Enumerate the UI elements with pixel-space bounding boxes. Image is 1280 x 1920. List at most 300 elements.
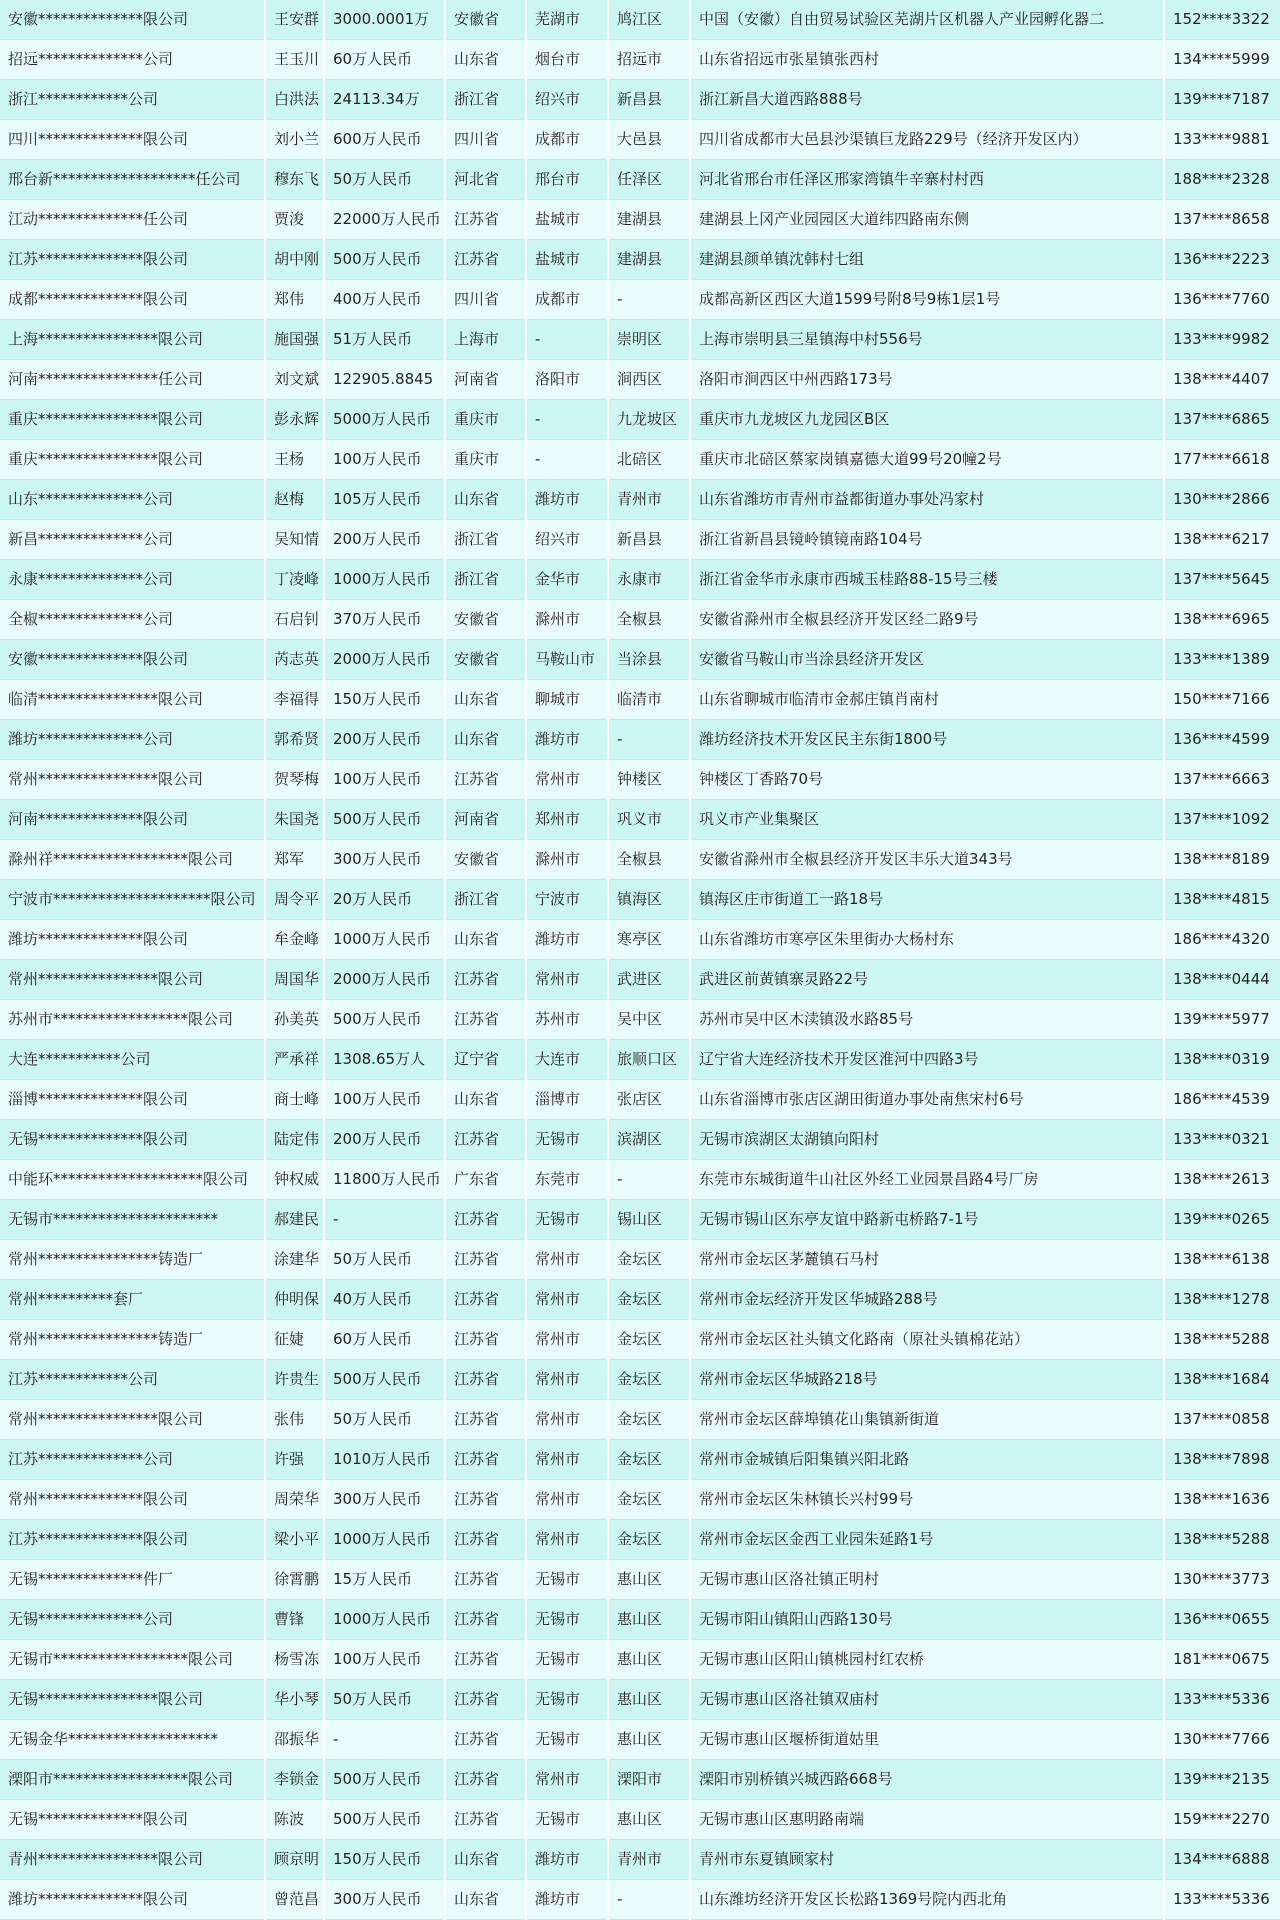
table-row (0, 1640, 1280, 1680)
address-cell: 成都高新区西区大道1599号附8号9栋1层1号 (690, 280, 1164, 320)
company-name-cell: 江苏**************限公司 (0, 1520, 265, 1560)
province-cell: 广东省 (445, 1160, 526, 1200)
city-cell: 淄博市 (526, 1080, 608, 1120)
company-name-cell: 永康**************公司 (0, 560, 265, 600)
city-cell: 常州市 (526, 1480, 608, 1520)
capital-cell: 50万人民币 (324, 1240, 445, 1280)
legal-rep-cell: 郝建民 (265, 1200, 324, 1240)
phone-cell: 133****5336 (1164, 1880, 1280, 1920)
company-name-cell: 中能环********************限公司 (0, 1160, 265, 1200)
capital-cell: - (324, 1200, 445, 1240)
phone-cell: 134****5999 (1164, 40, 1280, 80)
table-row (0, 1760, 1280, 1800)
phone-cell: 136****4599 (1164, 720, 1280, 760)
company-name-cell: 新昌**************公司 (0, 520, 265, 560)
address-cell: 浙江新昌大道西路888号 (690, 80, 1164, 120)
phone-cell: 138****5288 (1164, 1520, 1280, 1560)
province-cell: 上海市 (445, 320, 526, 360)
address-cell: 山东省潍坊市青州市益都街道办事处冯家村 (690, 480, 1164, 520)
province-cell: 江苏省 (445, 1720, 526, 1760)
city-cell: 滁州市 (526, 840, 608, 880)
address-cell: 无锡市惠山区阳山镇桃园村红农桥 (690, 1640, 1164, 1680)
capital-cell: 22000万人民币 (324, 200, 445, 240)
province-cell: 江苏省 (445, 960, 526, 1000)
legal-rep-cell: 涂建华 (265, 1240, 324, 1280)
district-cell: 金坛区 (608, 1240, 690, 1280)
company-name-cell: 无锡**************限公司 (0, 1800, 265, 1840)
phone-cell: 152****3322 (1164, 0, 1280, 40)
table-row (0, 720, 1280, 760)
address-cell: 山东省聊城市临清市金郝庄镇肖南村 (690, 680, 1164, 720)
legal-rep-cell: 陆定伟 (265, 1120, 324, 1160)
city-cell: 无锡市 (526, 1600, 608, 1640)
province-cell: 重庆市 (445, 440, 526, 480)
province-cell: 河南省 (445, 800, 526, 840)
capital-cell: 50万人民币 (324, 1400, 445, 1440)
company-name-cell: 江动**************任公司 (0, 200, 265, 240)
city-cell: 常州市 (526, 1520, 608, 1560)
company-name-cell: 无锡**************件厂 (0, 1560, 265, 1600)
district-cell: 惠山区 (608, 1800, 690, 1840)
city-cell: 郑州市 (526, 800, 608, 840)
address-cell: 常州市金坛区朱林镇长兴村99号 (690, 1480, 1164, 1520)
address-cell: 山东省招远市张星镇张西村 (690, 40, 1164, 80)
address-cell: 常州市金坛区社头镇文化路南（原社头镇棉花站） (690, 1320, 1164, 1360)
company-name-cell: 临清****************限公司 (0, 680, 265, 720)
district-cell: 九龙坡区 (608, 400, 690, 440)
district-cell: 建湖县 (608, 200, 690, 240)
table-row (0, 1080, 1280, 1120)
district-cell: 吴中区 (608, 1000, 690, 1040)
phone-cell: 181****0675 (1164, 1640, 1280, 1680)
district-cell: 金坛区 (608, 1440, 690, 1480)
table-row (0, 1240, 1280, 1280)
table-row (0, 560, 1280, 600)
legal-rep-cell: 顾京明 (265, 1840, 324, 1880)
province-cell: 江苏省 (445, 1240, 526, 1280)
capital-cell: 500万人民币 (324, 1800, 445, 1840)
address-cell: 浙江省新昌县镜岭镇镜南路104号 (690, 520, 1164, 560)
province-cell: 山东省 (445, 720, 526, 760)
district-cell: 金坛区 (608, 1280, 690, 1320)
address-cell: 常州市金城镇后阳集镇兴阳北路 (690, 1440, 1164, 1480)
legal-rep-cell: 刘小兰 (265, 120, 324, 160)
table-row (0, 1120, 1280, 1160)
phone-cell: 130****3773 (1164, 1560, 1280, 1600)
phone-cell: 136****0655 (1164, 1600, 1280, 1640)
province-cell: 浙江省 (445, 880, 526, 920)
district-cell: 惠山区 (608, 1600, 690, 1640)
address-cell: 潍坊经济技术开发区民主东街1800号 (690, 720, 1164, 760)
phone-cell: 139****7187 (1164, 80, 1280, 120)
address-cell: 青州市东夏镇顾家村 (690, 1840, 1164, 1880)
company-name-cell: 常州**************限公司 (0, 1480, 265, 1520)
province-cell: 四川省 (445, 280, 526, 320)
company-name-cell: 河南**************限公司 (0, 800, 265, 840)
phone-cell: 138****0444 (1164, 960, 1280, 1000)
capital-cell: 100万人民币 (324, 760, 445, 800)
table-row (0, 440, 1280, 480)
address-cell: 常州市金坛区薛埠镇花山集镇新街道 (690, 1400, 1164, 1440)
city-cell: 绍兴市 (526, 520, 608, 560)
phone-cell: 138****8189 (1164, 840, 1280, 880)
province-cell: 浙江省 (445, 80, 526, 120)
capital-cell: 1308.65万人 (324, 1040, 445, 1080)
company-name-cell: 上海****************限公司 (0, 320, 265, 360)
capital-cell: 60万人民币 (324, 40, 445, 80)
company-name-cell: 大连***********公司 (0, 1040, 265, 1080)
address-cell: 无锡市惠山区惠明路南端 (690, 1800, 1164, 1840)
district-cell: 镇海区 (608, 880, 690, 920)
phone-cell: 138****4407 (1164, 360, 1280, 400)
district-cell: 当涂县 (608, 640, 690, 680)
company-name-cell: 常州****************铸造厂 (0, 1240, 265, 1280)
capital-cell: 15万人民币 (324, 1560, 445, 1600)
table-row (0, 1480, 1280, 1520)
province-cell: 江苏省 (445, 1760, 526, 1800)
capital-cell: 300万人民币 (324, 1880, 445, 1920)
address-cell: 巩义市产业集聚区 (690, 800, 1164, 840)
address-cell: 无锡市滨湖区太湖镇向阳村 (690, 1120, 1164, 1160)
legal-rep-cell: 孙美英 (265, 1000, 324, 1040)
address-cell: 武进区前黄镇寨灵路22号 (690, 960, 1164, 1000)
address-cell: 安徽省滁州市全椒县经济开发区丰乐大道343号 (690, 840, 1164, 880)
district-cell: 惠山区 (608, 1560, 690, 1600)
province-cell: 江苏省 (445, 240, 526, 280)
province-cell: 安徽省 (445, 640, 526, 680)
district-cell: - (608, 1880, 690, 1920)
province-cell: 江苏省 (445, 1360, 526, 1400)
city-cell: 常州市 (526, 1320, 608, 1360)
company-name-cell: 山东**************公司 (0, 480, 265, 520)
address-cell: 无锡市惠山区洛社镇双庙村 (690, 1680, 1164, 1720)
company-name-cell: 四川**************限公司 (0, 120, 265, 160)
city-cell: 潍坊市 (526, 720, 608, 760)
capital-cell: - (324, 1720, 445, 1760)
legal-rep-cell: 白洪法 (265, 80, 324, 120)
province-cell: 江苏省 (445, 1120, 526, 1160)
address-cell: 上海市崇明县三星镇海中村556号 (690, 320, 1164, 360)
table-row (0, 840, 1280, 880)
table-row (0, 40, 1280, 80)
capital-cell: 500万人民币 (324, 1000, 445, 1040)
capital-cell: 1000万人民币 (324, 920, 445, 960)
phone-cell: 138****5288 (1164, 1320, 1280, 1360)
province-cell: 江苏省 (445, 1640, 526, 1680)
company-name-cell: 重庆****************限公司 (0, 440, 265, 480)
address-cell: 建湖县上冈产业园园区大道纬四路南东侧 (690, 200, 1164, 240)
phone-cell: 150****7166 (1164, 680, 1280, 720)
district-cell: 青州市 (608, 1840, 690, 1880)
table-row (0, 1200, 1280, 1240)
district-cell: 青州市 (608, 480, 690, 520)
province-cell: 山东省 (445, 680, 526, 720)
legal-rep-cell: 李福得 (265, 680, 324, 720)
legal-rep-cell: 徐霄鹏 (265, 1560, 324, 1600)
city-cell: 绍兴市 (526, 80, 608, 120)
city-cell: 成都市 (526, 120, 608, 160)
province-cell: 河北省 (445, 160, 526, 200)
table-row (0, 920, 1280, 960)
phone-cell: 139****2135 (1164, 1760, 1280, 1800)
legal-rep-cell: 穆东飞 (265, 160, 324, 200)
company-name-cell: 溧阳市******************限公司 (0, 1760, 265, 1800)
capital-cell: 2000万人民币 (324, 960, 445, 1000)
city-cell: 无锡市 (526, 1680, 608, 1720)
phone-cell: 138****1684 (1164, 1360, 1280, 1400)
company-name-cell: 潍坊**************限公司 (0, 920, 265, 960)
address-cell: 镇海区庄市街道工一路18号 (690, 880, 1164, 920)
province-cell: 浙江省 (445, 520, 526, 560)
province-cell: 山东省 (445, 480, 526, 520)
city-cell: 潍坊市 (526, 1840, 608, 1880)
capital-cell: 60万人民币 (324, 1320, 445, 1360)
legal-rep-cell: 贺琴梅 (265, 760, 324, 800)
company-name-cell: 邢台新*******************任公司 (0, 160, 265, 200)
district-cell: 金坛区 (608, 1400, 690, 1440)
legal-rep-cell: 邵振华 (265, 1720, 324, 1760)
company-name-cell: 常州****************限公司 (0, 1400, 265, 1440)
phone-cell: 137****6663 (1164, 760, 1280, 800)
district-cell: - (608, 280, 690, 320)
company-name-cell: 无锡市******************限公司 (0, 1640, 265, 1680)
city-cell: 洛阳市 (526, 360, 608, 400)
district-cell: 金坛区 (608, 1520, 690, 1560)
legal-rep-cell: 张伟 (265, 1400, 324, 1440)
legal-rep-cell: 周令平 (265, 880, 324, 920)
district-cell: 永康市 (608, 560, 690, 600)
address-cell: 常州市金坛区金西工业园朱延路1号 (690, 1520, 1164, 1560)
district-cell: 巩义市 (608, 800, 690, 840)
province-cell: 山东省 (445, 1840, 526, 1880)
legal-rep-cell: 曹锋 (265, 1600, 324, 1640)
phone-cell: 138****7898 (1164, 1440, 1280, 1480)
legal-rep-cell: 施国强 (265, 320, 324, 360)
province-cell: 江苏省 (445, 1560, 526, 1600)
city-cell: 无锡市 (526, 1640, 608, 1680)
table-row (0, 1000, 1280, 1040)
legal-rep-cell: 杨雪冻 (265, 1640, 324, 1680)
table-row (0, 800, 1280, 840)
phone-cell: 138****4815 (1164, 880, 1280, 920)
phone-cell: 138****1278 (1164, 1280, 1280, 1320)
table-row (0, 960, 1280, 1000)
legal-rep-cell: 牟金峰 (265, 920, 324, 960)
phone-cell: 133****9881 (1164, 120, 1280, 160)
phone-cell: 137****8658 (1164, 200, 1280, 240)
province-cell: 江苏省 (445, 1320, 526, 1360)
legal-rep-cell: 朱国尧 (265, 800, 324, 840)
district-cell: 惠山区 (608, 1640, 690, 1680)
city-cell: 滁州市 (526, 600, 608, 640)
company-name-cell: 苏州市******************限公司 (0, 1000, 265, 1040)
district-cell: 金坛区 (608, 1360, 690, 1400)
company-name-cell: 潍坊**************公司 (0, 720, 265, 760)
province-cell: 江苏省 (445, 1000, 526, 1040)
table-row (0, 1680, 1280, 1720)
phone-cell: 138****6217 (1164, 520, 1280, 560)
address-cell: 常州市金坛经济开发区华城路288号 (690, 1280, 1164, 1320)
legal-rep-cell: 周荣华 (265, 1480, 324, 1520)
phone-cell: 137****5645 (1164, 560, 1280, 600)
address-cell: 辽宁省大连经济技术开发区淮河中四路3号 (690, 1040, 1164, 1080)
province-cell: 江苏省 (445, 1440, 526, 1480)
legal-rep-cell: 贾浚 (265, 200, 324, 240)
capital-cell: 50万人民币 (324, 160, 445, 200)
province-cell: 安徽省 (445, 840, 526, 880)
province-cell: 江苏省 (445, 1800, 526, 1840)
capital-cell: 100万人民币 (324, 1640, 445, 1680)
district-cell: - (608, 720, 690, 760)
capital-cell: 2000万人民币 (324, 640, 445, 680)
table-row (0, 400, 1280, 440)
capital-cell: 400万人民币 (324, 280, 445, 320)
address-cell: 浙江省金华市永康市西城玉桂路88-15号三楼 (690, 560, 1164, 600)
company-name-cell: 无锡**************公司 (0, 1600, 265, 1640)
legal-rep-cell: 刘文斌 (265, 360, 324, 400)
city-cell: 常州市 (526, 1440, 608, 1480)
phone-cell: 130****7766 (1164, 1720, 1280, 1760)
phone-cell: 137****1092 (1164, 800, 1280, 840)
city-cell: 无锡市 (526, 1720, 608, 1760)
address-cell: 中国（安徽）自由贸易试验区芜湖片区机器人产业园孵化器二 (690, 0, 1164, 40)
company-name-cell: 无锡**************限公司 (0, 1120, 265, 1160)
city-cell: 潍坊市 (526, 920, 608, 960)
table-row (0, 1160, 1280, 1200)
company-name-cell: 宁波市*********************限公司 (0, 880, 265, 920)
city-cell: 常州市 (526, 760, 608, 800)
company-name-cell: 江苏************公司 (0, 1360, 265, 1400)
phone-cell: 133****1389 (1164, 640, 1280, 680)
table-row (0, 1800, 1280, 1840)
address-cell: 重庆市九龙坡区九龙园区B区 (690, 400, 1164, 440)
legal-rep-cell: 王杨 (265, 440, 324, 480)
company-name-cell: 浙江************公司 (0, 80, 265, 120)
province-cell: 山东省 (445, 920, 526, 960)
table-row (0, 760, 1280, 800)
table-row (0, 1400, 1280, 1440)
table-row (0, 200, 1280, 240)
company-name-cell: 常州****************铸造厂 (0, 1320, 265, 1360)
table-row (0, 0, 1280, 40)
province-cell: 辽宁省 (445, 1040, 526, 1080)
table-row (0, 600, 1280, 640)
capital-cell: 500万人民币 (324, 800, 445, 840)
phone-cell: 177****6618 (1164, 440, 1280, 480)
capital-cell: 1010万人民币 (324, 1440, 445, 1480)
city-cell: 宁波市 (526, 880, 608, 920)
address-cell: 河北省邢台市任泽区邢家湾镇牛辛寨村村西 (690, 160, 1164, 200)
table-row (0, 1600, 1280, 1640)
table-row (0, 1280, 1280, 1320)
phone-cell: 130****2866 (1164, 480, 1280, 520)
address-cell: 山东潍坊经济开发区长松路1369号院内西北角 (690, 1880, 1164, 1920)
address-cell: 四川省成都市大邑县沙渠镇巨龙路229号（经济开发区内） (690, 120, 1164, 160)
city-cell: 无锡市 (526, 1800, 608, 1840)
table-row (0, 1720, 1280, 1760)
company-name-cell: 常州****************限公司 (0, 960, 265, 1000)
legal-rep-cell: 曾范昌 (265, 1880, 324, 1920)
company-name-cell: 常州****************限公司 (0, 760, 265, 800)
legal-rep-cell: 周国华 (265, 960, 324, 1000)
city-cell: 芜湖市 (526, 0, 608, 40)
district-cell: 新昌县 (608, 520, 690, 560)
company-name-cell: 重庆****************限公司 (0, 400, 265, 440)
phone-cell: 188****2328 (1164, 160, 1280, 200)
legal-rep-cell: 许强 (265, 1440, 324, 1480)
address-cell: 重庆市北碚区蔡家岗镇嘉德大道99号20幢2号 (690, 440, 1164, 480)
province-cell: 重庆市 (445, 400, 526, 440)
legal-rep-cell: 严承祥 (265, 1040, 324, 1080)
address-cell: 山东省潍坊市寒亭区朱里街办大杨村东 (690, 920, 1164, 960)
province-cell: 江苏省 (445, 1280, 526, 1320)
legal-rep-cell: 胡中刚 (265, 240, 324, 280)
table-row (0, 240, 1280, 280)
table-row (0, 1040, 1280, 1080)
capital-cell: 600万人民币 (324, 120, 445, 160)
province-cell: 河南省 (445, 360, 526, 400)
address-cell: 建湖县颜单镇沈韩村七组 (690, 240, 1164, 280)
city-cell: 盐城市 (526, 240, 608, 280)
phone-cell: 186****4320 (1164, 920, 1280, 960)
city-cell: 常州市 (526, 1280, 608, 1320)
city-cell: 常州市 (526, 1400, 608, 1440)
city-cell: 潍坊市 (526, 1880, 608, 1920)
capital-cell: 5000万人民币 (324, 400, 445, 440)
table-row (0, 520, 1280, 560)
address-cell: 山东省淄博市张店区湖田街道办事处南焦宋村6号 (690, 1080, 1164, 1120)
company-name-cell: 成都**************限公司 (0, 280, 265, 320)
city-cell: 成都市 (526, 280, 608, 320)
phone-cell: 133****9982 (1164, 320, 1280, 360)
address-cell: 东莞市东城街道牛山社区外经工业园景昌路4号厂房 (690, 1160, 1164, 1200)
company-name-cell: 无锡****************限公司 (0, 1680, 265, 1720)
district-cell: 锡山区 (608, 1200, 690, 1240)
capital-cell: 3000.0001万 (324, 0, 445, 40)
city-cell: 金华市 (526, 560, 608, 600)
company-name-cell: 江苏**************限公司 (0, 240, 265, 280)
province-cell: 江苏省 (445, 1600, 526, 1640)
company-name-cell: 潍坊**************限公司 (0, 1880, 265, 1920)
legal-rep-cell: 商士峰 (265, 1080, 324, 1120)
legal-rep-cell: 许贵生 (265, 1360, 324, 1400)
province-cell: 江苏省 (445, 1400, 526, 1440)
capital-cell: 11800万人民币 (324, 1160, 445, 1200)
city-cell: 常州市 (526, 1360, 608, 1400)
phone-cell: 137****0858 (1164, 1400, 1280, 1440)
province-cell: 江苏省 (445, 1680, 526, 1720)
capital-cell: 20万人民币 (324, 880, 445, 920)
legal-rep-cell: 郑伟 (265, 280, 324, 320)
table-row (0, 680, 1280, 720)
city-cell: 大连市 (526, 1040, 608, 1080)
district-cell: 寒亭区 (608, 920, 690, 960)
table-row (0, 640, 1280, 680)
city-cell: 无锡市 (526, 1560, 608, 1600)
legal-rep-cell: 丁凌峰 (265, 560, 324, 600)
district-cell: 金坛区 (608, 1480, 690, 1520)
district-cell: 北碚区 (608, 440, 690, 480)
district-cell: 临清市 (608, 680, 690, 720)
company-name-cell: 安徽**************限公司 (0, 640, 265, 680)
capital-cell: 24113.34万 (324, 80, 445, 120)
capital-cell: 50万人民币 (324, 1680, 445, 1720)
city-cell: 烟台市 (526, 40, 608, 80)
legal-rep-cell: 赵梅 (265, 480, 324, 520)
legal-rep-cell: 梁小平 (265, 1520, 324, 1560)
table-row (0, 1560, 1280, 1600)
phone-cell: 136****7760 (1164, 280, 1280, 320)
